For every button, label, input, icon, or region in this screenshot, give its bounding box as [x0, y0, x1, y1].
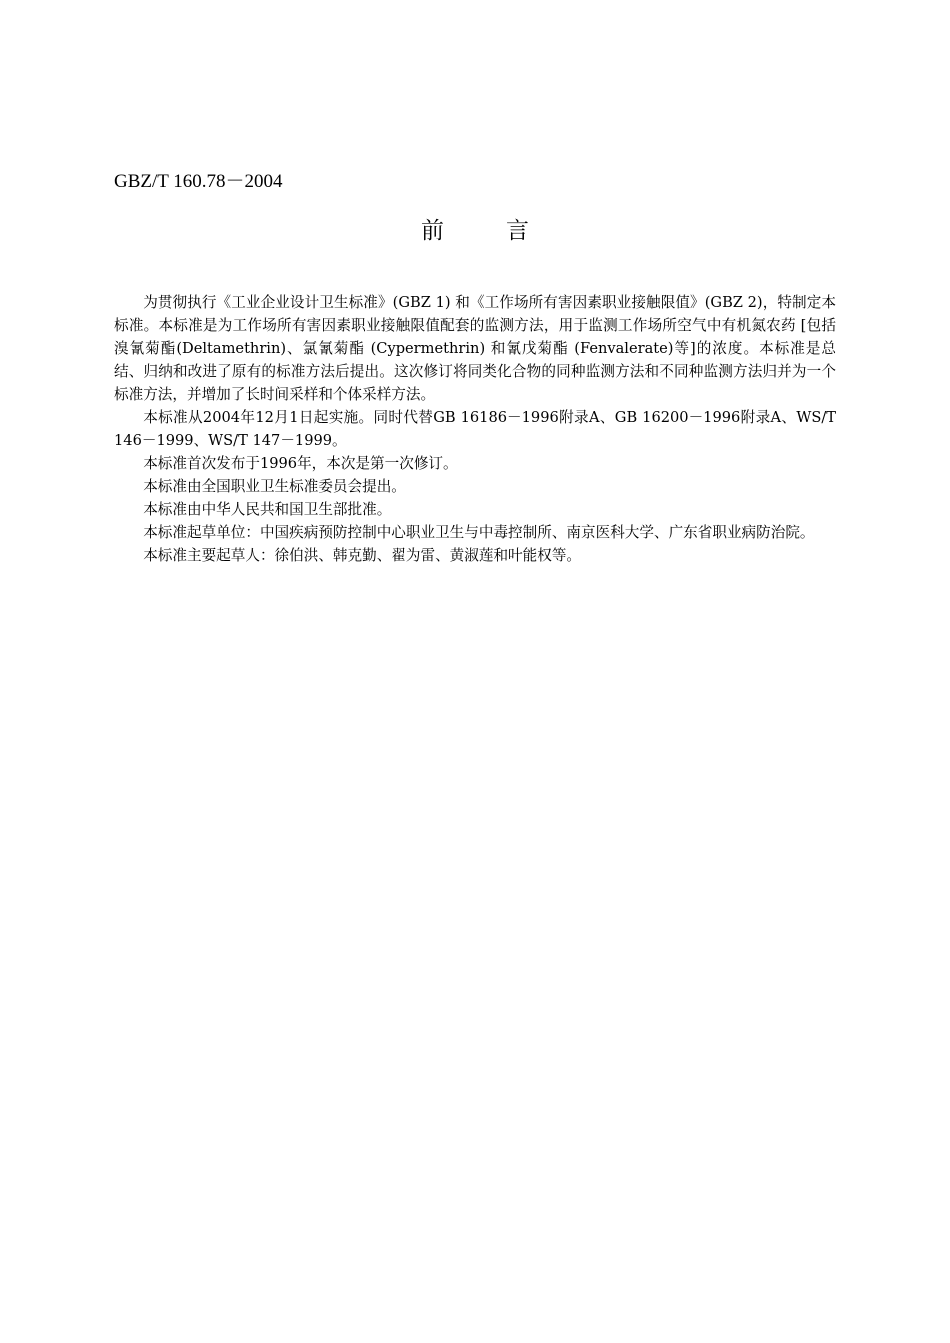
page-title: [0, 212, 950, 245]
paragraph-drafting-units: 本标准起草单位：中国疾病预防控制中心职业卫生与中毒控制所、南京医科大学、广东省职业病防治院。: [143, 524, 815, 541]
paragraph-proposed-by: 本标准由全国职业卫生标准委员会提出。: [143, 478, 406, 495]
title-char-1: 前: [421, 218, 444, 244]
paragraph-purpose: 为贯彻执行《工业企业设计卫生标准》(GBZ 1) 和《工作场所有害因素职业接触限值》(GBZ 2)，特制定本标准。本标准是为工作场所有害因素职业接触限值配套的监测方法，用于监测工作场所空气中有机氮农药 [包括溴氰菊酯(Deltamethrin)、氯氰菊酯 (Cypermethrin) 和氰戊菊酯 (Fenvalerate)等]的浓度。本标准是总结、归纳和改进了原有的标准方法后提出。这次修订将同类化合物的同种监测方法和不同种监测方法归并为一个标准方法，并增加了长时间采样和个体采样方法。: [114, 294, 836, 403]
paragraph-approved-by: 本标准由中华人民共和国卫生部批准。: [143, 501, 392, 518]
title-char-2: 言: [506, 218, 529, 244]
paragraph-effective-date: 本标准从2004年12月1日起实施。同时代替GB 16186－1996附录A、GB 16200－1996附录A、WS/T 146－1999、WS/T 147－1999。: [114, 409, 836, 449]
paragraph-drafters: 本标准主要起草人：徐伯洪、韩克勤、翟为雷、黄淑莲和叶能权等。: [143, 547, 582, 564]
paragraph-first-issue: 本标准首次发布于1996年，本次是第一次修订。: [143, 455, 458, 472]
standard-code: GBZ/T 160.78－2004: [114, 171, 283, 192]
foreword-body: [114, 291, 836, 567]
